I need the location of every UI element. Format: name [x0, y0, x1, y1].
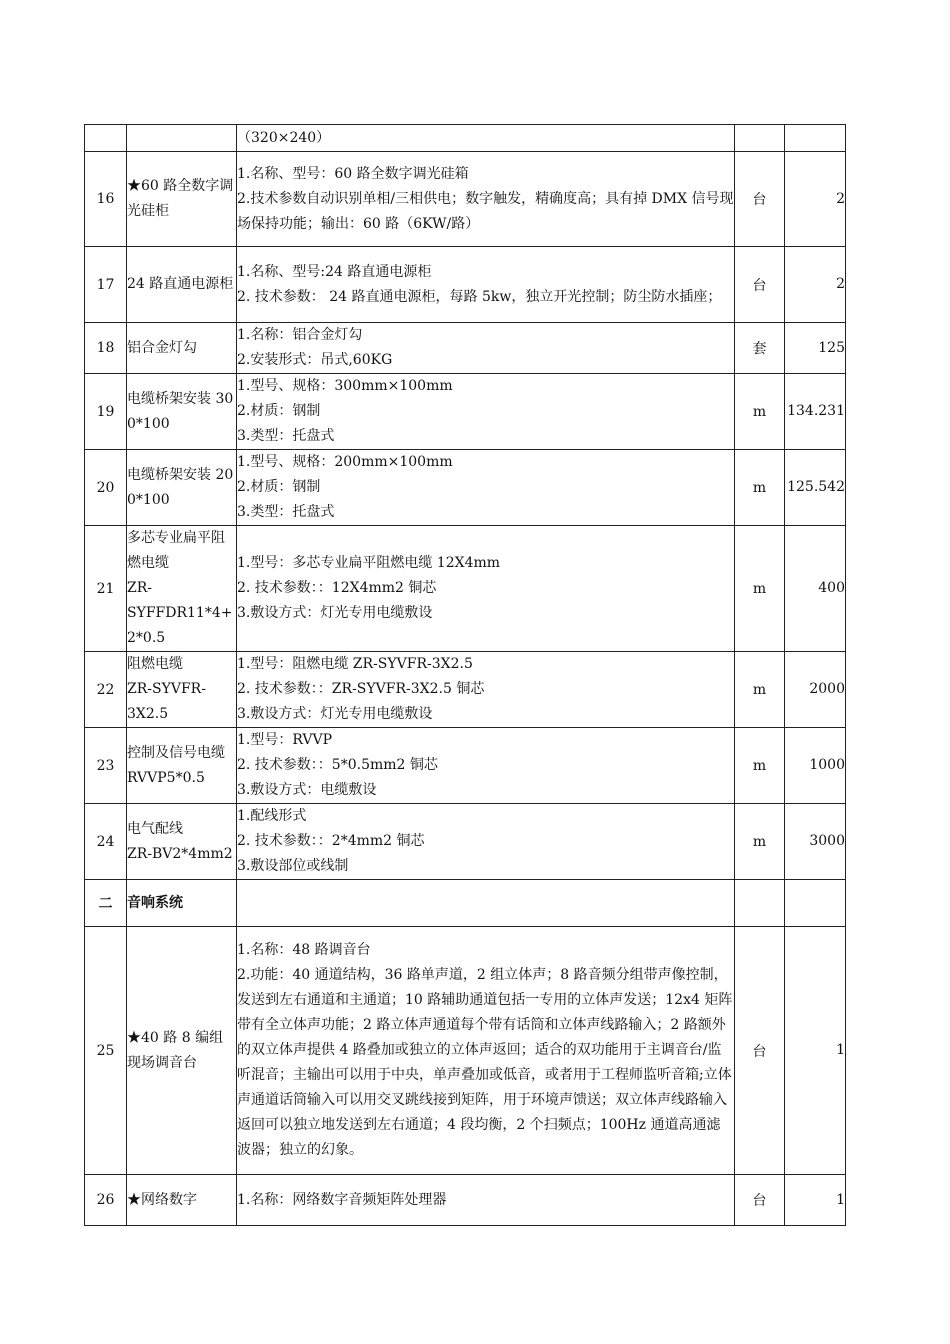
description-line: 1.名称：48 路调音台 [237, 942, 371, 958]
item-name-line: ZR- [127, 580, 152, 596]
item-name-cell [127, 927, 237, 1175]
quantity-cell [785, 125, 846, 152]
section-row [85, 880, 846, 927]
description-line: 2.材质：钢制 [237, 479, 321, 495]
item-name-cell [127, 728, 237, 804]
description-line: 3.敷设部位或线制 [237, 858, 349, 874]
item-name-line: ★网络数字 [127, 1191, 197, 1208]
quantity-cell: 3000 [785, 804, 846, 880]
item-name-line: SYFFDR11*4+2*0.5 [127, 605, 233, 646]
item-number-cell: 19 [85, 374, 127, 450]
item-name-line: ZR-SYVFR- [127, 681, 206, 697]
description-line: 1.名称、型号：60 路全数字调光硅箱 [237, 165, 469, 182]
unit-cell: m [735, 450, 785, 526]
unit-cell: m [735, 526, 785, 652]
item-description-cell [237, 125, 735, 152]
table-row [85, 125, 846, 152]
item-name-cell [127, 323, 237, 374]
description-line: 3.敷设方式：电缆敷设 [237, 782, 377, 798]
item-name-cell [127, 1175, 237, 1226]
unit-cell [735, 880, 785, 927]
item-name-line: 电缆桥架安装 300*100 [127, 390, 234, 432]
item-number-cell: 24 [85, 804, 127, 880]
quantity-cell: 2 [785, 247, 846, 323]
description-line: 2.功能：40 通道结构，36 路单声道，2 组立体声；8 路音频分组带声像控制，发送到左右通道和主通道；10 路辅助通道包括一专用的立体声发送；12x4 矩阵带有全立体声功能；2 路立体声通道每个带有话筒和立体声线路输入；2 路额外的双立体声提供 4 路叠加或独立的立体声返回；适合的双功能用于主调音台/监听混音；主输出可以用于中央，单声叠加或低音，或者用于工程师监听音箱;立体声通道话筒输入可以用交叉跳线接到矩阵，用于环境声馈送；双立体声线路输入返回可以独立地发送到左右通道；4 段均衡，2 个扫频点；100Hz 通道高通滤波器；独立的幻象。 [237, 967, 733, 1158]
item-number-cell [85, 125, 127, 152]
item-name-line: ★60 路全数字调光硅柜 [127, 178, 234, 219]
item-number-cell: 21 [85, 526, 127, 652]
item-description-cell [237, 927, 735, 1175]
item-name-line: RVVP5*0.5 [127, 769, 205, 786]
unit-cell [735, 125, 785, 152]
table-row [85, 652, 846, 728]
description-line: 1.型号：RVVP [237, 732, 333, 748]
item-description-cell [237, 374, 735, 450]
unit-cell: m [735, 728, 785, 804]
item-name-line: 阻燃电缆 [127, 656, 183, 672]
item-description-cell [237, 804, 735, 880]
description-line: 2.材质：钢制 [237, 403, 321, 419]
table-row [85, 323, 846, 374]
table-row [85, 152, 846, 247]
description-line: 3.类型：托盘式 [237, 504, 335, 520]
item-number-cell: 20 [85, 450, 127, 526]
item-number-cell: 16 [85, 152, 127, 247]
item-name-line: 控制及信号电缆 [127, 744, 225, 761]
item-number-cell: 23 [85, 728, 127, 804]
item-description-cell [237, 728, 735, 804]
description-line: 1.型号、规格：300mm×100mm [237, 378, 453, 394]
item-name-cell [127, 526, 237, 652]
unit-cell: 台 [735, 1175, 785, 1226]
quantity-cell: 1 [785, 927, 846, 1175]
item-name-cell [127, 374, 237, 450]
unit-cell: m [735, 374, 785, 450]
item-name-cell [127, 450, 237, 526]
quantity-cell: 2000 [785, 652, 846, 728]
item-name-cell [127, 247, 237, 323]
item-name-line: 电缆桥架安装 200*100 [127, 466, 234, 508]
table-row [85, 804, 846, 880]
unit-cell: m [735, 652, 785, 728]
unit-cell: 套 [735, 323, 785, 374]
item-number-cell: 25 [85, 927, 127, 1175]
item-name-line: 音响系统 [127, 894, 183, 911]
spec-table [84, 124, 846, 1226]
item-description-cell [237, 152, 735, 247]
item-name-cell [127, 152, 237, 247]
table-row [85, 247, 846, 323]
quantity-cell: 1000 [785, 728, 846, 804]
description-line: 1.型号：阻燃电缆 ZR-SYVFR-3X2.5 [237, 656, 473, 672]
description-line: 2. 技术参数： 24 路直通电源柜，每路 5kw，独立开光控制；防尘防水插座； [237, 288, 722, 305]
item-name-line: 24 路直通电源柜 [127, 276, 234, 292]
quantity-cell: 134.231 [785, 374, 846, 450]
description-line: 2. 技术参数：：5*0.5mm2 铜芯 [237, 757, 438, 773]
item-description-cell [237, 323, 735, 374]
description-line: 2.安装形式：吊式,60KG [237, 352, 393, 368]
item-description-cell [237, 450, 735, 526]
table-row [85, 450, 846, 526]
table-row [85, 927, 846, 1175]
unit-cell: 台 [735, 247, 785, 323]
unit-cell: 台 [735, 152, 785, 247]
description-line: 1.名称：网络数字音频矩阵处理器 [237, 1191, 447, 1208]
unit-cell: m [735, 804, 785, 880]
item-name-line: 多芯专业扁平阻燃电缆 [127, 530, 225, 571]
description-line: 3.类型：托盘式 [237, 428, 335, 444]
quantity-cell: 1 [785, 1175, 846, 1226]
description-line: 3.敷设方式：灯光专用电缆敷设 [237, 706, 433, 722]
table-row [85, 526, 846, 652]
description-line: 1.名称：铝合金灯勾 [237, 327, 363, 343]
table-row [85, 1175, 846, 1226]
item-name-cell [127, 652, 237, 728]
description-line: （320×240） [237, 129, 331, 146]
description-line: 2. 技术参数：：12X4mm2 铜芯 [237, 580, 437, 596]
item-description-cell [237, 1175, 735, 1226]
item-number-cell: 17 [85, 247, 127, 323]
table-row [85, 374, 846, 450]
spec-table-body [85, 125, 846, 1226]
item-name-line: 电气配线 [127, 820, 183, 837]
quantity-cell: 125.542 [785, 450, 846, 526]
item-name-line: 铝合金灯勾 [127, 339, 197, 356]
item-name-line: ZR-BV2*4mm2 [127, 845, 233, 862]
item-name-cell [127, 880, 237, 927]
description-line: 1.型号：多芯专业扁平阻燃电缆 12X4mm [237, 555, 501, 571]
description-line: 1.配线形式 [237, 808, 307, 824]
description-line: 2.技术参数自动识别单相/三相供电；数字触发，精确度高；具有掉 DMX 信号现场保持功能；输出：60 路（6KW/路） [237, 190, 734, 232]
quantity-cell: 400 [785, 526, 846, 652]
item-number-cell: 二 [85, 880, 127, 927]
table-row [85, 728, 846, 804]
item-description-cell [237, 526, 735, 652]
unit-cell: 台 [735, 927, 785, 1175]
item-description-cell [237, 652, 735, 728]
quantity-cell [785, 880, 846, 927]
item-description-cell [237, 880, 735, 927]
item-description-cell [237, 247, 735, 323]
item-name-cell [127, 125, 237, 152]
item-name-line: 3X2.5 [127, 706, 169, 722]
quantity-cell: 2 [785, 152, 846, 247]
item-name-line: ★40 路 8 编组现场调音台 [127, 1029, 224, 1071]
description-line: 1.型号、规格：200mm×100mm [237, 454, 453, 470]
item-number-cell: 22 [85, 652, 127, 728]
item-number-cell: 18 [85, 323, 127, 374]
description-line: 3.敷设方式：灯光专用电缆敷设 [237, 605, 433, 621]
quantity-cell: 125 [785, 323, 846, 374]
description-line: 2. 技术参数：：ZR-SYVFR-3X2.5 铜芯 [237, 681, 485, 697]
description-line: 1.名称、型号:24 路直通电源柜 [237, 263, 432, 280]
description-line: 2. 技术参数：：2*4mm2 铜芯 [237, 833, 425, 849]
item-number-cell: 26 [85, 1175, 127, 1226]
item-name-cell [127, 804, 237, 880]
